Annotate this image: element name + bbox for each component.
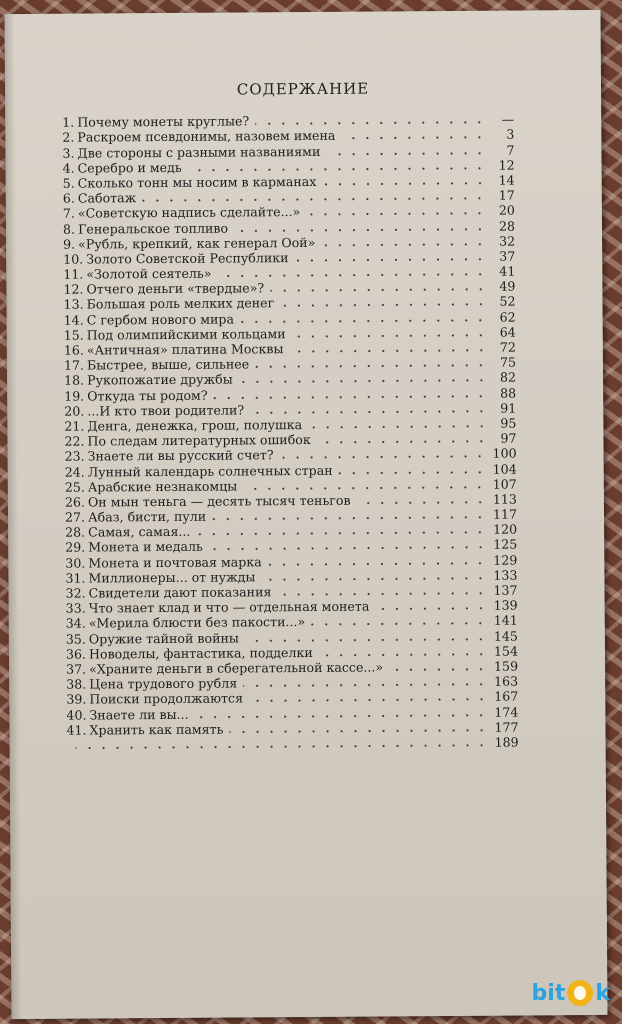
toc-entry-page: 52: [499, 293, 516, 310]
book-page: [4, 10, 607, 1019]
toc-entry: [67, 734, 519, 752]
toc-entry-number: 13.: [63, 296, 84, 313]
leader-dots: [311, 622, 488, 626]
toc-entry-title: Саботаж: [77, 190, 137, 206]
leader-dots: [319, 652, 488, 656]
toc-entry-title: Откуда ты родом?: [87, 387, 208, 404]
toc-entry-number: 14.: [63, 312, 84, 328]
toc-heading: СОДЕРЖАНИЕ: [236, 79, 370, 99]
leader-dots: [294, 258, 487, 262]
toc-entry-page: 49: [499, 278, 516, 294]
toc-entry-title: Абаз, бисти, пули: [87, 508, 207, 525]
toc-entry-page: 117: [492, 506, 518, 522]
leader-dots: [270, 288, 487, 293]
toc-entry-number: 16.: [63, 342, 84, 358]
leader-dots: [240, 318, 488, 323]
toc-entry-number: 40.: [66, 707, 87, 723]
toc-entry-page: 154: [493, 643, 519, 659]
toc-entry-number: 20.: [64, 403, 85, 419]
toc-entry-number: 17.: [63, 357, 85, 373]
toc-entry-title: Самая, самая...: [88, 524, 191, 540]
toc-entry-title: Оружие тайной войны: [88, 630, 239, 647]
toc-entry-number: 11.: [63, 266, 84, 282]
leader-dots: [375, 607, 487, 611]
toc-entry-page: 3: [506, 126, 515, 142]
toc-entry-number: 21.: [64, 418, 85, 434]
toc-entry-number: 28.: [65, 524, 86, 540]
toc-entry-number: 9.: [63, 236, 76, 252]
leader-dots: [142, 197, 487, 202]
toc-entry-number: 27.: [64, 509, 86, 525]
toc-entry-number: 37.: [66, 661, 87, 677]
toc-entry-page: 177: [494, 719, 519, 735]
leader-dots: [339, 470, 487, 474]
toc-entry-title: Генеральское топливо: [77, 220, 229, 237]
toc-entry-page: 120: [493, 521, 518, 537]
bitok-watermark-logo: [532, 976, 610, 1010]
toc-entry-number: 10.: [63, 251, 84, 267]
toc-entry-number: 15.: [63, 327, 84, 343]
toc-entry-title: Свидетели дают показания: [88, 584, 272, 601]
toc-entry-title: Знаете ли вы...: [89, 706, 189, 723]
toc-entry-number: 23.: [64, 448, 85, 464]
toc-entry-number: 36.: [65, 646, 87, 662]
toc-entry-page: 107: [492, 476, 517, 492]
toc-entry-title: Хранить как память: [89, 721, 224, 738]
toc-entry-number: 38.: [66, 676, 87, 692]
table-of-contents: [62, 112, 518, 753]
toc-entry-page: 37: [499, 248, 516, 264]
toc-entry-title: Что знает клад и что — отдельная монета: [88, 598, 370, 616]
leader-dots: [212, 516, 487, 521]
leader-dots: [249, 698, 488, 703]
toc-entry-page: 139: [493, 597, 518, 613]
logo-text-suffix: k: [595, 980, 610, 1006]
toc-entry-page: 17: [498, 187, 515, 203]
leader-dots: [326, 151, 486, 155]
toc-entry-page: 28: [498, 218, 516, 234]
toc-entry-page: 189: [494, 734, 519, 750]
toc-entry-page: 174: [494, 704, 519, 720]
toc-entry-title: «Золотой сеятель»: [86, 265, 212, 282]
toc-entry-number: 7.: [62, 205, 75, 222]
toc-entry-page: 97: [500, 430, 517, 446]
toc-entry-number: 35.: [65, 631, 86, 647]
toc-entry-title: Серебро и медь: [77, 159, 182, 176]
toc-entry-page: 133: [493, 567, 518, 583]
toc-entry-number: 29.: [65, 539, 86, 556]
toc-entry-title: Отчего деньги «твердые»?: [86, 280, 265, 297]
leader-dots: [214, 394, 489, 399]
toc-entry-number: 12.: [63, 281, 84, 297]
leader-dots: [243, 485, 486, 490]
toc-entry-title: Лунный календарь солнечных стран: [87, 462, 333, 480]
toc-entry-number: 4.: [62, 160, 75, 176]
toc-entry-number: 1.: [62, 114, 75, 130]
leader-dots: [261, 577, 487, 582]
leader-dots: [357, 501, 487, 505]
toc-entry-number: 3.: [62, 145, 75, 161]
leader-dots: [239, 379, 488, 384]
toc-entry-page: 159: [493, 658, 519, 674]
toc-entry-title: Раскроем псевдонимы, назовем имена: [77, 128, 336, 145]
toc-entry-title: Миллионеры... от нужды: [88, 569, 256, 586]
toc-entry-title: Сколько тонн мы носим в карманах: [77, 173, 317, 191]
leader-dots: [234, 227, 487, 232]
toc-entry-number: 19.: [64, 388, 85, 404]
toc-entry-title: «Античная» платина Москвы: [86, 341, 284, 358]
leader-dots: [243, 683, 488, 688]
toc-entry-page: 75: [499, 354, 516, 370]
toc-entry-page: 163: [494, 673, 519, 689]
leader-dots: [289, 349, 487, 353]
leader-dots: [292, 334, 488, 338]
toc-entry-number: 34.: [65, 615, 86, 632]
toc-entry-number: 22.: [64, 433, 85, 449]
leader-dots: [280, 303, 487, 307]
toc-entry-title: С гербом нового мира: [86, 311, 235, 328]
toc-entry-title: Поиски продолжаются: [89, 690, 244, 707]
toc-entry-page: 137: [493, 582, 518, 598]
toc-entry-page: 145: [493, 628, 518, 644]
toc-entry-page: 7: [506, 142, 515, 158]
toc-entry-title: Денга, денежка, грош, полушка: [87, 416, 303, 434]
toc-entry-number: 41.: [66, 722, 87, 738]
leader-dots: [306, 212, 487, 216]
toc-entry-page: 113: [492, 491, 517, 507]
toc-entry-number: 26.: [64, 494, 85, 510]
leader-dots: [217, 273, 487, 278]
leader-dots: [76, 744, 489, 750]
toc-entry-page: 167: [494, 688, 519, 705]
leader-dots: [229, 728, 488, 733]
toc-entry-title: Он мын теньга — десять тысяч теньгов: [87, 492, 351, 510]
leader-dots: [389, 668, 488, 672]
toc-entry-number: 5.: [62, 175, 75, 191]
toc-entry-number: 33.: [65, 600, 86, 616]
toc-entry-number: 2.: [62, 129, 75, 146]
leader-dots: [196, 531, 487, 536]
leader-dots: [317, 440, 489, 444]
toc-entry-title: Знаете ли вы русский счет?: [87, 447, 274, 464]
toc-entry-title: «Храните деньги в сберегательной кассе...»: [89, 659, 384, 677]
toc-entry-page: 100: [492, 445, 517, 462]
toc-entry-page: 125: [493, 536, 518, 553]
coin-icon: [567, 980, 593, 1006]
toc-entry-number: 18.: [64, 372, 85, 389]
toc-entry-title: «Мерила блюсти без пакости...»: [88, 614, 306, 631]
leader-dots: [245, 637, 488, 642]
toc-entry-number: 30.: [65, 555, 86, 571]
toc-entry-title: Быстрее, выше, сильнее: [86, 356, 250, 373]
toc-entry-title: Две стороны с разными названиями: [77, 143, 321, 161]
toc-entry-page: —: [501, 111, 515, 127]
toc-entry-title: Монета и почтовая марка: [88, 553, 262, 571]
toc-entry-page: 72: [499, 339, 516, 355]
leader-dots: [321, 242, 487, 246]
logo-text-prefix: bit: [531, 980, 566, 1006]
toc-entry-page: 64: [499, 324, 516, 340]
toc-entry-title: Арабские незнакомцы: [87, 478, 238, 495]
leader-dots: [341, 136, 486, 140]
toc-entry-page: 62: [499, 309, 516, 325]
toc-entry-number: 8.: [62, 221, 76, 237]
toc-entry-number: 25.: [64, 479, 85, 495]
leader-dots: [322, 182, 486, 186]
toc-entry-page: 95: [500, 415, 517, 431]
toc-entry-page: 32: [499, 233, 516, 249]
toc-entry-page: 91: [500, 400, 517, 416]
toc-entry-title: Почему монеты круглые?: [77, 113, 250, 130]
toc-entry-title: Золото Советской Республики: [86, 249, 289, 267]
leader-dots: [268, 561, 488, 566]
leader-dots: [255, 121, 486, 126]
leader-dots: [280, 455, 487, 459]
toc-entry-title: Монета и медаль: [88, 539, 203, 555]
toc-entry-title: «Советскую надпись сделайте...»: [77, 204, 301, 221]
toc-entry-page: 129: [493, 552, 518, 568]
leader-dots: [277, 592, 487, 596]
leader-dots: [188, 166, 487, 171]
toc-entry-title: Под олимпийскими кольцами: [86, 325, 286, 343]
toc-entry-page: 14: [498, 172, 515, 188]
toc-entry-title: «Рубль, крепкий, как генерал Оой»: [78, 234, 316, 252]
toc-entry-number: 32.: [65, 585, 86, 601]
toc-entry-title: Новоделы, фантастика, подделки: [88, 644, 313, 662]
toc-entry-page: 20: [498, 202, 515, 218]
toc-entry-number: 31.: [65, 570, 86, 586]
leader-dots: [195, 713, 489, 718]
leader-dots: [308, 425, 488, 429]
toc-entry-page: 104: [492, 461, 517, 477]
leader-dots: [250, 409, 488, 414]
toc-entry-title: Рукопожатие дружбы: [87, 371, 233, 388]
toc-entry-number: 24.: [64, 464, 85, 480]
toc-entry-title: Большая роль мелких денег: [86, 295, 275, 312]
toc-entry-title: Цена трудового рубля: [89, 675, 238, 692]
toc-entry-page: 41: [499, 263, 516, 279]
toc-entry-page: 88: [500, 385, 517, 401]
toc-entry-page: 82: [499, 369, 517, 386]
toc-entry-title: ...И кто твои родители?: [87, 402, 245, 419]
toc-entry-page: 12: [498, 157, 515, 173]
toc-entry-title: По следам литературных ошибок: [87, 432, 311, 449]
toc-entry-page: 141: [493, 612, 518, 629]
leader-dots: [209, 546, 487, 551]
toc-entry-number: 6.: [62, 190, 75, 206]
toc-entry-number: 39.: [66, 691, 87, 707]
leader-dots: [255, 364, 488, 369]
page-shadow-edge: [4, 14, 21, 1019]
